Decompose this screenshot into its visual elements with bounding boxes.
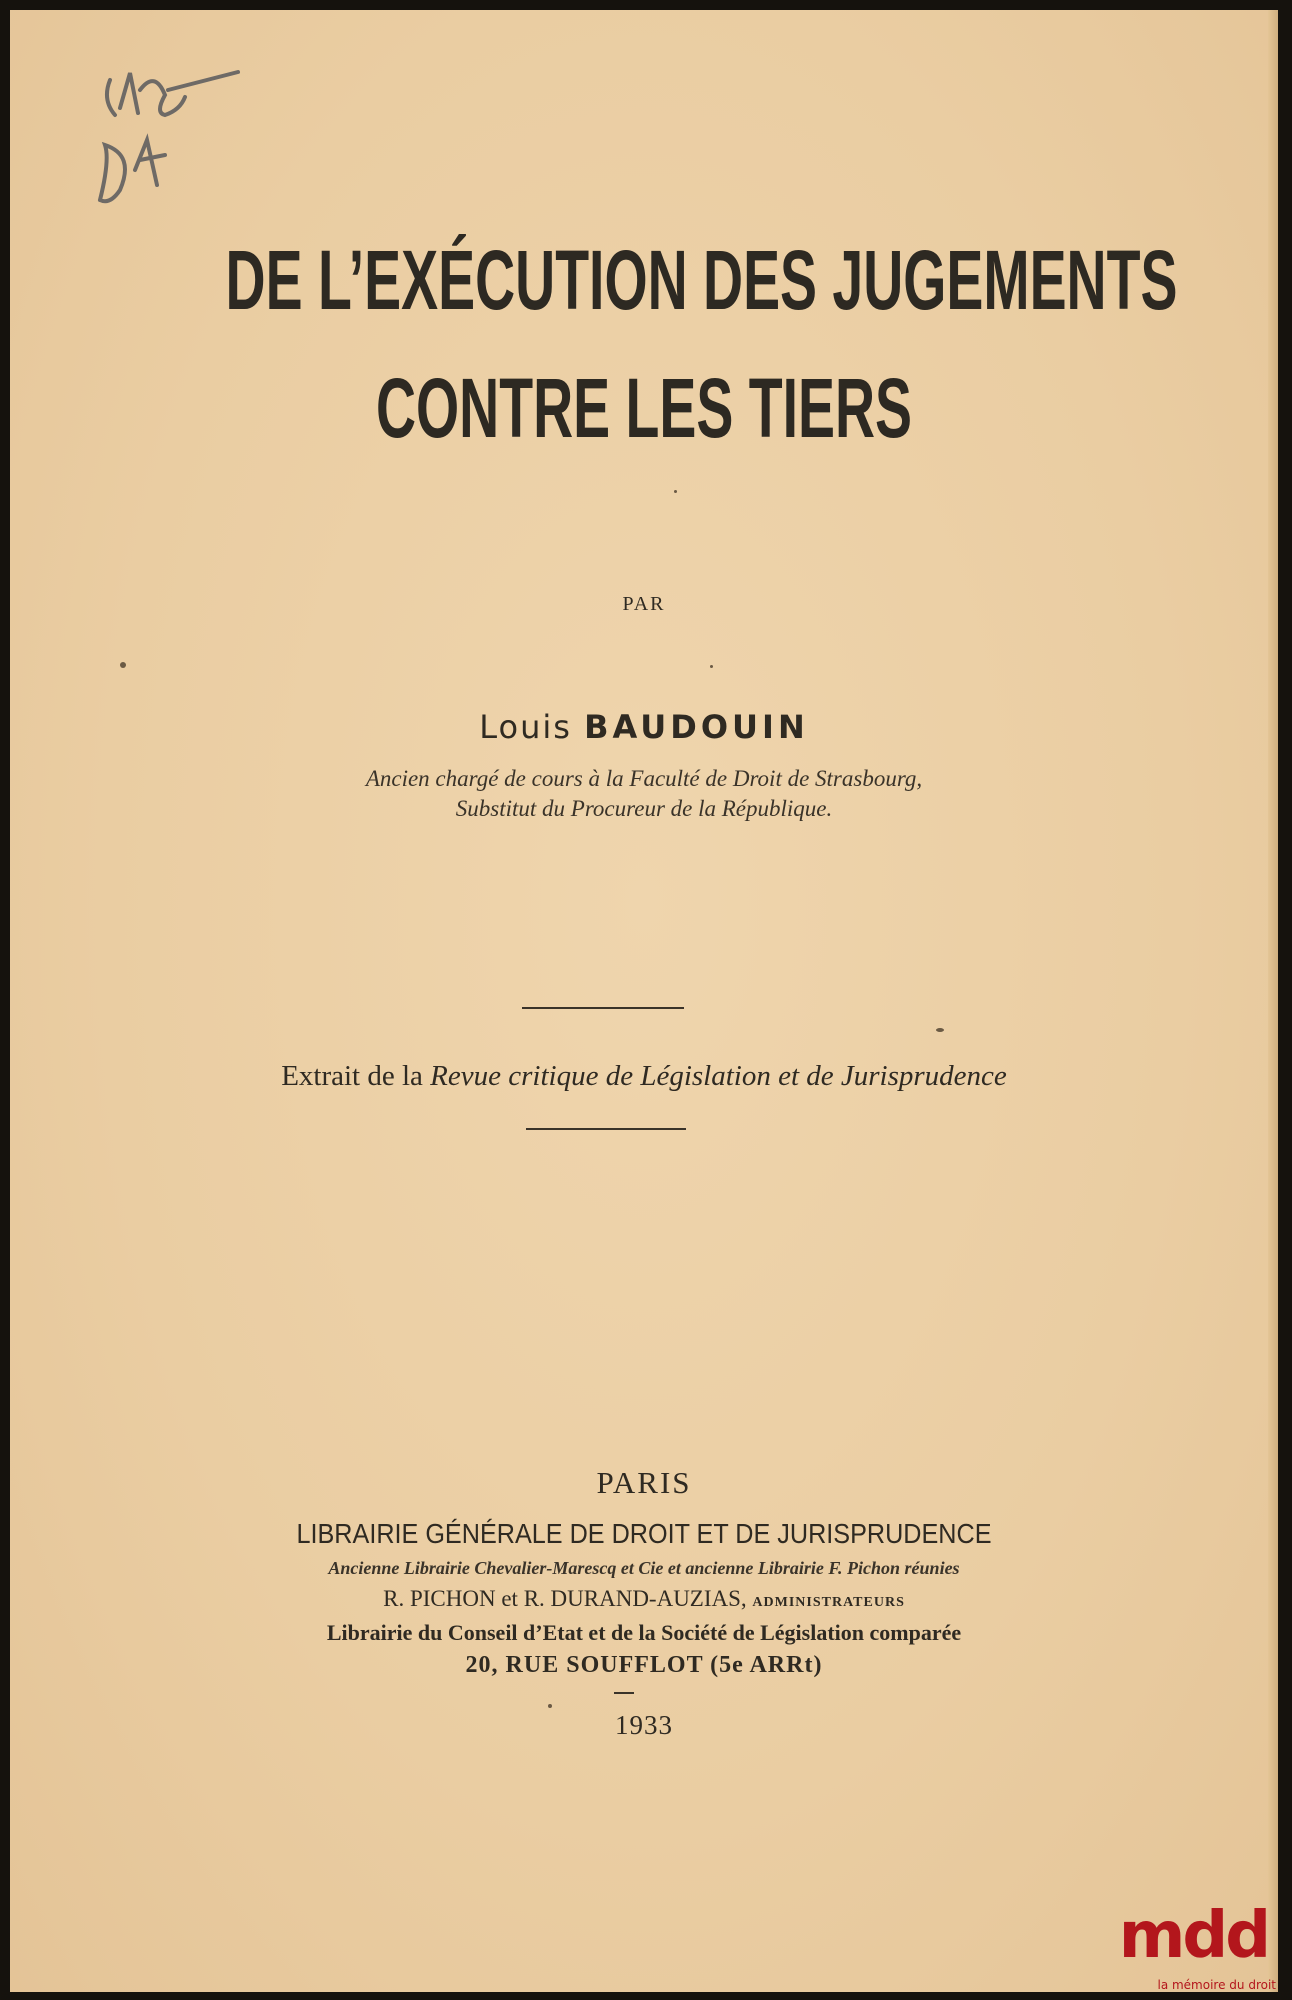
author-affiliation-2: Substitut du Procureur de la République. xyxy=(455,796,833,821)
paper-speck xyxy=(710,665,713,668)
by-label: PAR xyxy=(622,593,666,615)
author-name xyxy=(10,708,1278,746)
publisher-address: 20, RUE SOUFFLOT (5e ARRt) xyxy=(465,1652,823,1678)
publisher-administrators xyxy=(10,1586,1278,1612)
mdd-watermark-logo xyxy=(1112,1888,1282,1998)
publication-year: 1933 xyxy=(615,1710,673,1740)
journal-name: Revue critique de Législation et de Jurisprudence xyxy=(430,1060,1007,1092)
publisher-name: LIBRAIRIE GÉNÉRALE DE DROIT ET DE JURISPRUDENCE xyxy=(296,1518,992,1549)
mdd-logo-text: mdd xyxy=(1118,1899,1268,1973)
divider-rule-bottom xyxy=(526,1128,686,1130)
publisher-conseil: Librairie du Conseil d’Etat et de la Société de Législation comparée xyxy=(326,1620,962,1645)
page-edge xyxy=(1268,10,1278,1992)
author-first-name: Louis xyxy=(479,708,572,746)
document-page xyxy=(10,10,1278,1992)
divider-rule-top xyxy=(522,1007,684,1009)
handwritten-marks xyxy=(80,50,250,230)
paper-speck xyxy=(548,1704,552,1708)
publisher-city: PARIS xyxy=(596,1465,692,1500)
year-divider xyxy=(614,1692,634,1694)
paper-speck xyxy=(936,1028,944,1032)
paper-speck xyxy=(674,490,677,493)
administrator-title: ADMINISTRATEURS xyxy=(752,1595,905,1610)
title-line-2: CONTRE LES TIERS xyxy=(376,361,912,455)
mdd-logo-tagline: la mémoire du droit xyxy=(1157,1978,1276,1992)
author-affiliation-1: Ancien chargé de cours à la Faculté de Droit de Strasbourg, xyxy=(365,766,923,791)
extract-note xyxy=(10,1060,1278,1093)
paper-speck xyxy=(120,662,126,668)
publisher-former-names: Ancienne Librairie Chevalier-Marescq et Cie et ancienne Librairie F. Pichon réunies xyxy=(328,1558,960,1578)
author-last-name: BAUDOUIN xyxy=(584,708,809,746)
title-line-1: DE L’EXÉCUTION DES JUGEMENTS xyxy=(225,233,1178,327)
extract-prefix: Extrait de la xyxy=(281,1060,423,1092)
administrator-names: R. PICHON et R. DURAND-AUZIAS, xyxy=(383,1586,747,1611)
